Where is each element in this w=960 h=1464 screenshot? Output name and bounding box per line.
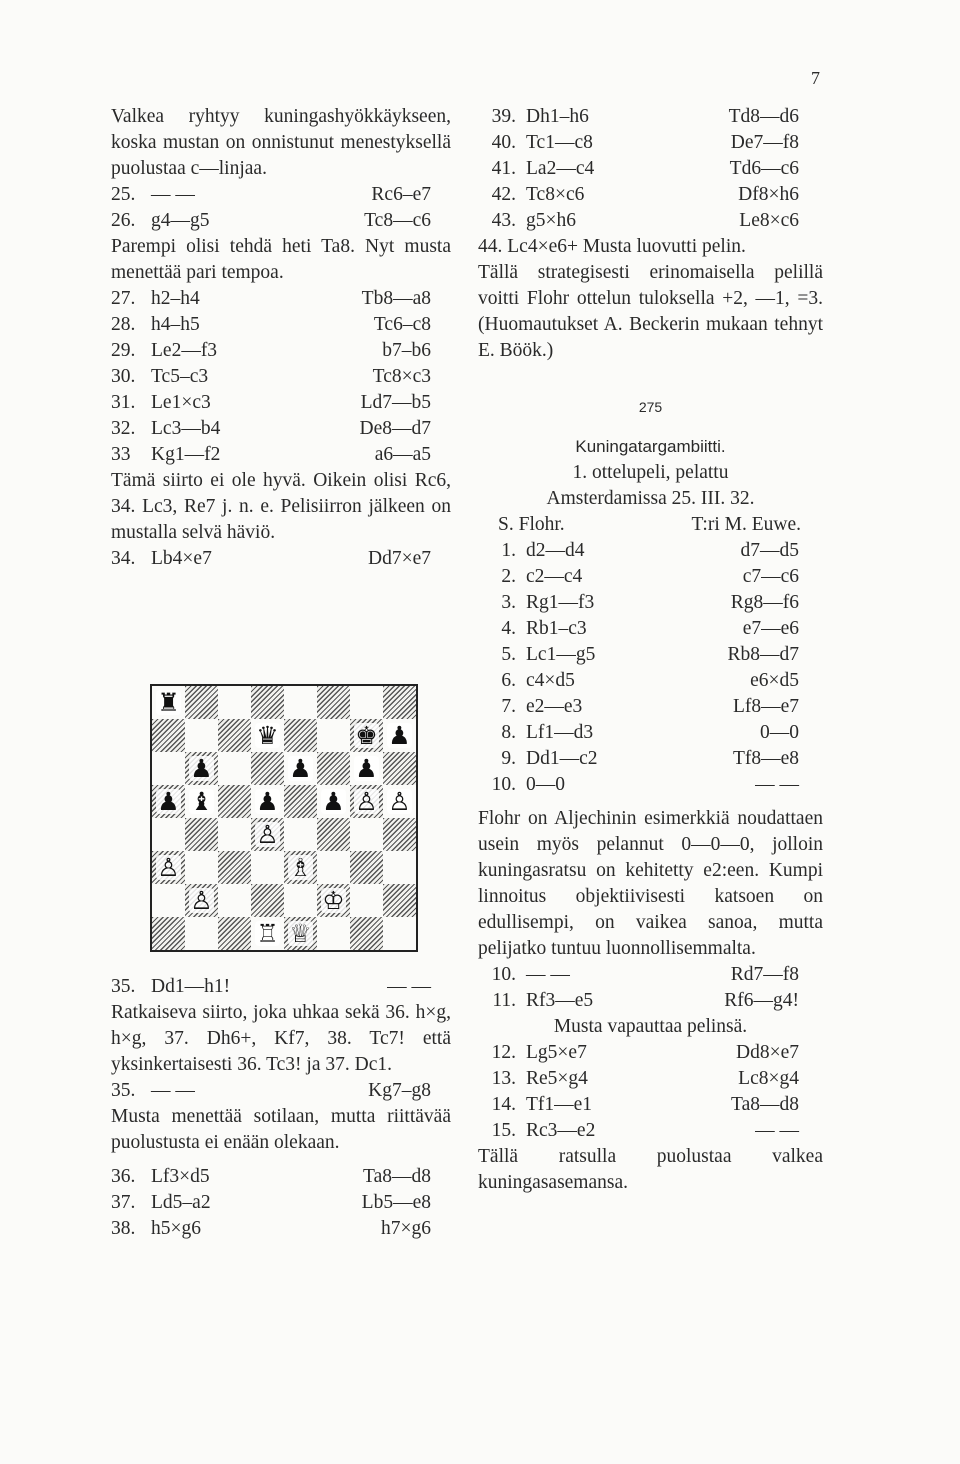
moves-35 [111,974,451,1000]
move-row [111,416,451,442]
move-row [111,182,451,208]
chess-piece-icon: ♕ [289,919,312,948]
note-paragraph: Tämä siirto ei ole hyvä. Oikein olisi Rc6, 34. Lc3, Re7 j. n. e. Pelisiirron jälkeen on mustalla selvä häviö. [111,470,451,543]
white-move: Tc5–c3 [151,366,209,387]
chess-piece-icon: ♟ [322,787,345,816]
move-row [111,1078,451,1104]
players-line [478,512,823,538]
chess-piece-icon: ♚ [355,721,378,750]
black-move: Lc8×g4 [738,1068,799,1089]
white-move: Lf1—d3 [526,722,594,743]
right-column [478,104,823,1196]
move-row [111,286,451,312]
board-square [185,785,218,818]
board-square [185,686,218,719]
white-move: c2—c4 [526,566,583,587]
white-move: Le2—f3 [151,340,218,361]
black-move: De8—d7 [359,418,431,439]
chess-diagram [150,684,418,952]
board-square [350,917,383,950]
move-number: 37. [111,1192,136,1213]
white-move: 0—0 [526,774,565,795]
black-move: c7—c6 [742,566,799,587]
move-number: 35. [111,976,136,997]
moves-35b [111,1078,451,1104]
chess-piece-icon: ♙ [157,853,180,882]
white-move: Lc1—g5 [526,644,596,665]
move-number: 38. [111,1218,136,1239]
chess-piece-icon: ♜ [157,688,180,717]
board-square [251,752,284,785]
white-move: Lb4×e7 [151,548,212,569]
black-move: Lb5—e8 [361,1192,431,1213]
move-number: 3. [501,592,516,613]
move-number: 27. [111,288,136,309]
move-row [111,364,451,390]
move-row [111,208,451,234]
board-square [218,785,251,818]
chess-piece-icon: ♙ [355,787,378,816]
white-move: — — [526,964,570,985]
move-row [478,564,823,590]
note-paragraph: Ratkaiseva siirto, joka uhkaa sekä 36. h×g, h×g, 37. Dh6+, Kf7, 38. Tc7! että yksinkertaisesti 36. Tc3! ja 37. Dc1. [111,1002,451,1075]
chess-piece-icon: ♝ [190,787,213,816]
move-row [111,1164,451,1190]
chess-piece-icon: ♙ [190,886,213,915]
move-row [478,642,823,668]
chess-piece-icon: ♖ [256,919,279,948]
board-square [317,884,350,917]
white-move: La2—c4 [526,158,595,179]
move-row [111,338,451,364]
black-move: Kg7–g8 [368,1080,431,1101]
black-move: Tc8—c6 [364,210,431,231]
event-line: 1. ottelupeli, pelattu [572,462,729,483]
white-move: Tc1—c8 [526,132,593,153]
move-row [111,1190,451,1216]
move-row [111,442,451,468]
board-square [350,851,383,884]
move-row [478,1092,823,1118]
white-move: Le1×c3 [151,392,211,413]
move-number: 34. [111,548,136,569]
chess-piece-icon: ♟ [289,754,312,783]
move-row [478,962,823,988]
move-number: 33 [111,444,131,465]
board-square [284,818,317,851]
move-row [478,1040,823,1066]
game-title: Kuningatargambiitti. [575,437,726,456]
white-move: h5×g6 [151,1218,201,1239]
board-square [218,917,251,950]
white-move: Re5×g4 [526,1068,588,1089]
board-square [185,818,218,851]
move-number: 5. [501,644,516,665]
move-row [111,312,451,338]
board-square [152,818,185,851]
board-square [383,785,416,818]
black-move: — — [387,976,431,997]
board-square [251,785,284,818]
chess-piece-icon: ♔ [322,886,345,915]
board-square [152,851,185,884]
board-square [383,752,416,785]
note-paragraph: Flohr on Aljechinin esimerkkiä noudattaen usein myös pelannut 0—0—0, jolloin kuningasratsu on kehitetty e2:een. Kumpi linnoitus objektiivisesti katsoen on edullisempi, on vaikea sanoa, mutta pelijatko tuntuu luonnollisemmalta. [478,808,823,959]
board-square [383,686,416,719]
move-number: 41. [491,158,516,179]
white-move: Rg1—f3 [526,592,595,613]
move-number: 36. [111,1166,136,1187]
chess-piece-icon: ♙ [388,787,411,816]
board-square [152,752,185,785]
move-row [478,182,823,208]
board-square [152,917,185,950]
board-square [251,917,284,950]
chess-piece-icon: ♗ [289,853,312,882]
move-row [111,546,451,572]
white-move: Tc8×c6 [526,184,585,205]
board-square [383,917,416,950]
note-paragraph: Parempi olisi tehdä heti Ta8. Nyt musta menettää pari tempoa. [111,236,451,283]
board-square [218,851,251,884]
move-row [478,130,823,156]
white-move: Dd1—h1! [151,976,231,997]
moves-36-38 [111,1164,451,1242]
move-row [478,694,823,720]
white-move: Lf3×d5 [151,1166,210,1187]
board-square [350,752,383,785]
board-square [383,884,416,917]
move-number: 35. [111,1080,136,1101]
board-square [251,818,284,851]
board-square [317,818,350,851]
move-row [478,1118,823,1144]
move-row [478,538,823,564]
move-number: 15. [491,1120,516,1141]
board-square [218,818,251,851]
chess-piece-icon: ♟ [355,754,378,783]
move-row [478,988,823,1014]
white-move: Tf1—e1 [526,1094,593,1115]
move-number: 12. [491,1042,516,1063]
moves-1-10 [478,538,823,798]
move-row [478,104,823,130]
move-row [478,772,823,798]
white-move: — — [151,1080,195,1101]
board-square [284,686,317,719]
board-square [350,884,383,917]
black-move: b7–b6 [382,340,431,361]
intro-paragraph: Valkea ryhtyy kuningashyökkäykseen, koska mustan on onnistunut menestyksellä puolustaa c—linjaa. [111,106,451,179]
move-number: 30. [111,366,136,387]
move-number: 39. [491,106,516,127]
chess-piece-icon: ♙ [256,820,279,849]
left-column [111,104,451,572]
move-row [478,720,823,746]
board-square [317,719,350,752]
board-square [350,686,383,719]
black-move: Dd8×e7 [736,1042,799,1063]
board-square [152,686,185,719]
board-square [152,884,185,917]
board-square [284,851,317,884]
moves-27-33 [111,286,451,468]
black-move: Rg8—f6 [730,592,799,613]
chess-piece-icon: ♟ [388,721,411,750]
white-move: d2—d4 [526,540,585,561]
white-move: e2—e3 [526,696,583,717]
board-square [284,752,317,785]
board-square [218,752,251,785]
white-move: g5×h6 [526,210,576,231]
moves-34 [111,546,451,572]
black-move: Ta8—d8 [731,1094,799,1115]
black-move: Tf8—e8 [732,748,799,769]
board-square [383,719,416,752]
event-line: Amsterdamissa 25. III. 32. [546,488,755,509]
black-move: Rf6—g4! [724,990,799,1011]
move-number: 28. [111,314,136,335]
move-row [111,974,451,1000]
black-move: Dd7×e7 [368,548,431,569]
moves-25-26 [111,182,451,234]
move-row [478,208,823,234]
move-number: 9. [501,748,516,769]
board-square [383,851,416,884]
game-number: 275 [638,399,663,415]
board-square [185,719,218,752]
page-number: 7 [811,68,820,88]
black-player: T:ri M. Euwe. [691,514,801,535]
board-square [251,719,284,752]
move-number: 42. [491,184,516,205]
move-number: 29. [111,340,136,361]
board-square [185,917,218,950]
white-move: g4—g5 [151,210,210,231]
board-square [317,851,350,884]
move-row [478,590,823,616]
white-move: — — [151,184,195,205]
black-move: Rc6–e7 [371,184,431,205]
black-move: d7—d5 [740,540,799,561]
board-square [218,686,251,719]
moves-39-43 [478,104,823,234]
moves-10-11 [478,962,823,1014]
white-move: Rf3—e5 [526,990,594,1011]
move-number: 8. [501,722,516,743]
white-move: Dd1—c2 [526,748,598,769]
board-square [317,686,350,719]
board-square [284,884,317,917]
board-square [218,719,251,752]
board-square [317,752,350,785]
move-row [478,1066,823,1092]
move-number: 26. [111,210,136,231]
note-paragraph: Musta menettää sotilaan, mutta riittävää puolustusta ei enään olekaan. [111,1106,451,1153]
board-square [317,785,350,818]
chess-piece-icon: ♟ [190,754,213,783]
board-square [317,917,350,950]
board-square [185,884,218,917]
board-square [284,719,317,752]
black-move: a6—a5 [374,444,431,465]
black-move: Ta8—d8 [363,1166,431,1187]
chess-piece-icon: ♟ [157,787,180,816]
black-move: Lf8—e7 [732,696,799,717]
note-paragraph: Tällä ratsulla puolustaa valkea kuningasasemansa. [478,1146,823,1193]
moves-12-15 [478,1040,823,1144]
board-square [218,884,251,917]
black-move: e7—e6 [742,618,799,639]
white-move: Rc3—e2 [526,1120,596,1141]
board-square [350,785,383,818]
board-square [152,785,185,818]
black-move: Tc8×c3 [372,366,431,387]
white-move: h4–h5 [151,314,200,335]
board-square [284,917,317,950]
black-move: — — [755,774,799,795]
black-move: Td6—c6 [729,158,799,179]
black-move: Le8×c6 [739,210,799,231]
move-row [111,390,451,416]
white-move: h2–h4 [151,288,200,309]
black-move: Tb8—a8 [361,288,431,309]
note-paragraph: Musta vapauttaa pelinsä. [553,1016,748,1037]
black-move: De7—f8 [730,132,799,153]
board-square [350,818,383,851]
final-move: 44. Lc4×e6+ Musta luovutti pelin. [478,236,746,257]
board-square [251,851,284,884]
left-column-lower [111,974,451,1242]
board-square [284,785,317,818]
move-number: 4. [501,618,516,639]
black-move: Ld7—b5 [360,392,431,413]
white-move: c4×d5 [526,670,575,691]
board-square [152,719,185,752]
board-square [383,818,416,851]
black-move: Rb8—d7 [727,644,799,665]
black-move: Rd7—f8 [730,964,799,985]
move-number: 14. [491,1094,516,1115]
move-number: 25. [111,184,136,205]
white-move: Kg1—f2 [151,444,221,465]
move-number: 40. [491,132,516,153]
board-square [251,884,284,917]
board-square [185,752,218,785]
move-row [478,746,823,772]
move-number: 7. [501,696,516,717]
white-player: S. Flohr. [498,514,565,535]
move-number: 13. [491,1068,516,1089]
move-row [478,668,823,694]
board-square [350,719,383,752]
board-square [185,851,218,884]
black-move: h7×g6 [381,1218,431,1239]
black-move: Tc6–c8 [373,314,431,335]
black-move: e6×d5 [750,670,799,691]
move-number: 32. [111,418,136,439]
white-move: Rb1–c3 [526,618,587,639]
move-row [478,156,823,182]
move-number: 43. [491,210,516,231]
move-number: 31. [111,392,136,413]
black-move: — — [755,1120,799,1141]
move-number: 10. [491,964,516,985]
black-move: Df8×h6 [738,184,799,205]
white-move: Dh1–h6 [526,106,589,127]
move-number: 11. [492,990,516,1011]
note-paragraph: Tällä strategisesti erinomaisella pelillä voitti Flohr ottelun tuloksella +2, —1, =3. (Huomautukset A. Beckerin mukaan tehnyt E. Böök.) [478,262,823,361]
move-row [111,1216,451,1242]
board-square [251,686,284,719]
chess-piece-icon: ♛ [256,721,279,750]
black-move: 0—0 [760,722,799,743]
move-number: 6. [501,670,516,691]
move-number: 10. [491,774,516,795]
black-move: Td8—d6 [728,106,799,127]
move-number: 1. [501,540,516,561]
move-row [478,616,823,642]
white-move: Lc3—b4 [151,418,221,439]
white-move: Ld5–a2 [151,1192,211,1213]
move-number: 2. [501,566,516,587]
chess-piece-icon: ♟ [256,787,279,816]
white-move: Lg5×e7 [526,1042,587,1063]
